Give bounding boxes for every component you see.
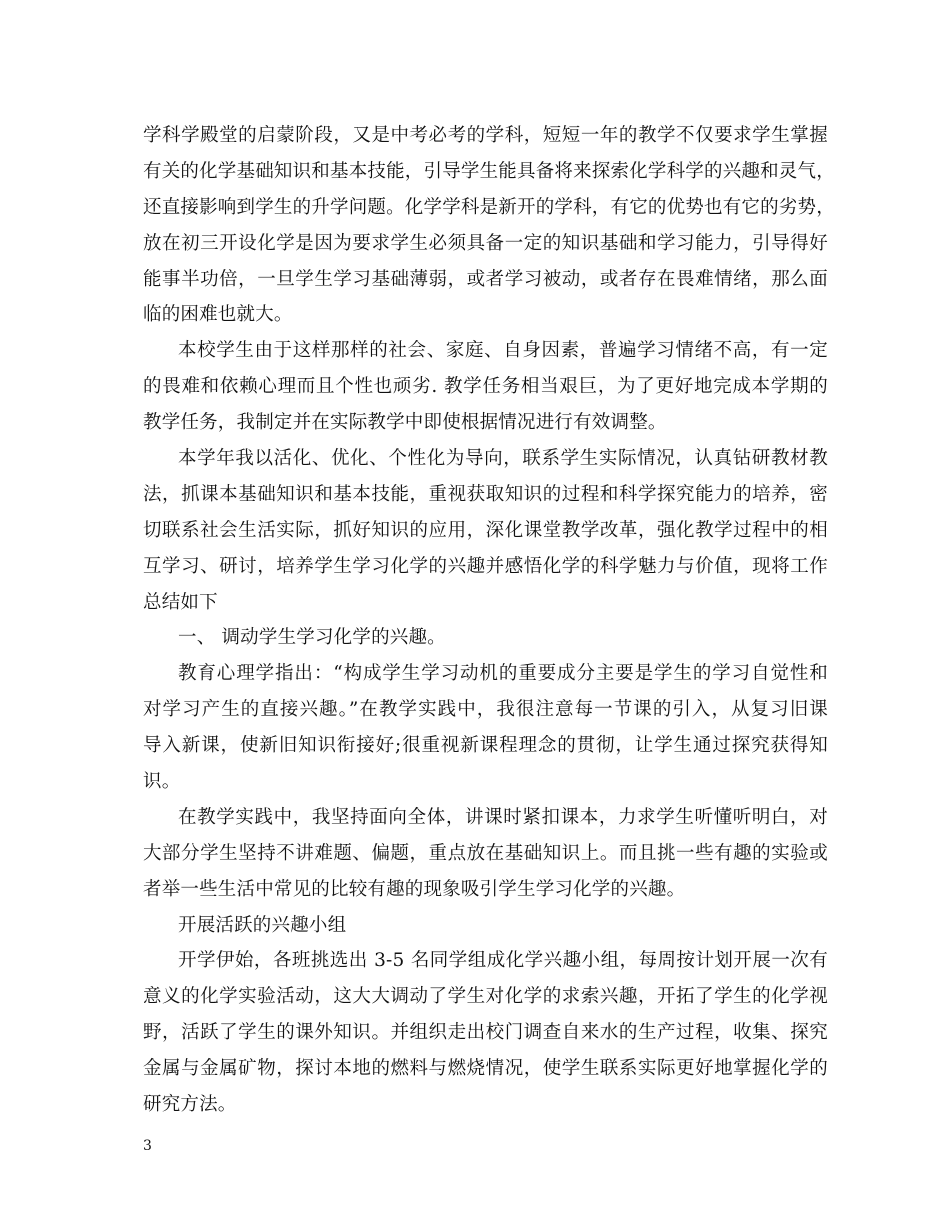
text-line: 放在初三开设化学是因为要求学生必须具备一定的知识基础和学习能力，引导得好 [143,232,828,254]
text-line: 识。 [143,771,181,793]
text-line: 开展活跃的兴趣小组 [178,914,347,936]
text-line: 开学伊始，各班挑选出 3-5 名同学组成化学兴趣小组，每周按计划开展一次有 [178,950,828,972]
text-line: 教育心理学指出：“构成学生学习动机的重要成分主要是学生的学习自觉性和 [178,663,828,685]
text-line: 法，抓课本基础知识和基本技能，重视获取知识的过程和科学探究能力的培养，密 [143,483,828,505]
text-line: 在教学实践中，我坚持面向全体，讲课时紧扣课本，力求学生听懂听明白，对 [178,806,828,828]
text-line: 临的困难也就大。 [143,304,293,326]
document-body [143,118,835,1123]
text-line: 大部分学生坚持不讲难题、偏题，重点放在基础知识上。而且挑一些有趣的实验或 [143,842,828,864]
text-line: 能事半功倍，一旦学生学习基础薄弱，或者学习被动，或者存在畏难情绪，那么面 [143,268,828,290]
text-line: 有关的化学基础知识和基本技能，引导学生能具备将来探索化学科学的兴趣和灵气， [143,160,835,182]
text-line: 野，活跃了学生的课外知识。并组织走出校门调查自来水的生产过程，收集、探究 [143,1022,828,1044]
text-line: 教学任务，我制定并在实际教学中即使根据情况进行有效调整。 [143,412,667,434]
text-line: 意义的化学实验活动，这大大调动了学生对化学的求索兴趣，开拓了学生的化学视 [143,986,828,1008]
text-line: 还直接影响到学生的升学问题。化学学科是新开的学科，有它的优势也有它的劣势， [143,196,835,218]
text-line: 本校学生由于这样那样的社会、家庭、自身因素，普遍学习情绪不高，有一定 [178,340,828,362]
text-line: 一、 调动学生学习化学的兴趣。 [178,627,446,649]
text-line: 对学习产生的直接兴趣。”在教学实践中，我很注意每一节课的引入，从复习旧课 [143,699,828,721]
text-line: 总结如下 [143,591,218,613]
text-line: 的畏难和依赖心理而且个性也顽劣. 教学任务相当艰巨，为了更好地完成本学期的 [143,376,828,398]
text-line: 金属与金属矿物，探讨本地的燃料与燃烧情况，使学生联系实际更好地掌握化学的 [143,1058,828,1080]
text-line: 切联系社会生活实际，抓好知识的应用，深化课堂教学改革，强化教学过程中的相 [143,519,828,541]
text-line: 研究方法。 [143,1094,237,1116]
text-line: 学科学殿堂的启蒙阶段，又是中考必考的学科，短短一年的教学不仅要求学生掌握 [143,125,828,146]
text-line: 本学年我以活化、优化、个性化为导向，联系学生实际情况，认真钻研教材教 [178,448,828,470]
text-line: 导入新课，使新旧知识衔接好;很重视新课程理念的贯彻，让学生通过探究获得知 [143,735,828,757]
text-line: 互学习、研讨，培养学生学习化学的兴趣并感悟化学的科学魅力与价值，现将工作 [143,555,828,577]
page-number: 3 [143,1138,152,1154]
text-line: 者举一些生活中常见的比较有趣的现象吸引学生学习化学的兴趣。 [143,878,686,900]
